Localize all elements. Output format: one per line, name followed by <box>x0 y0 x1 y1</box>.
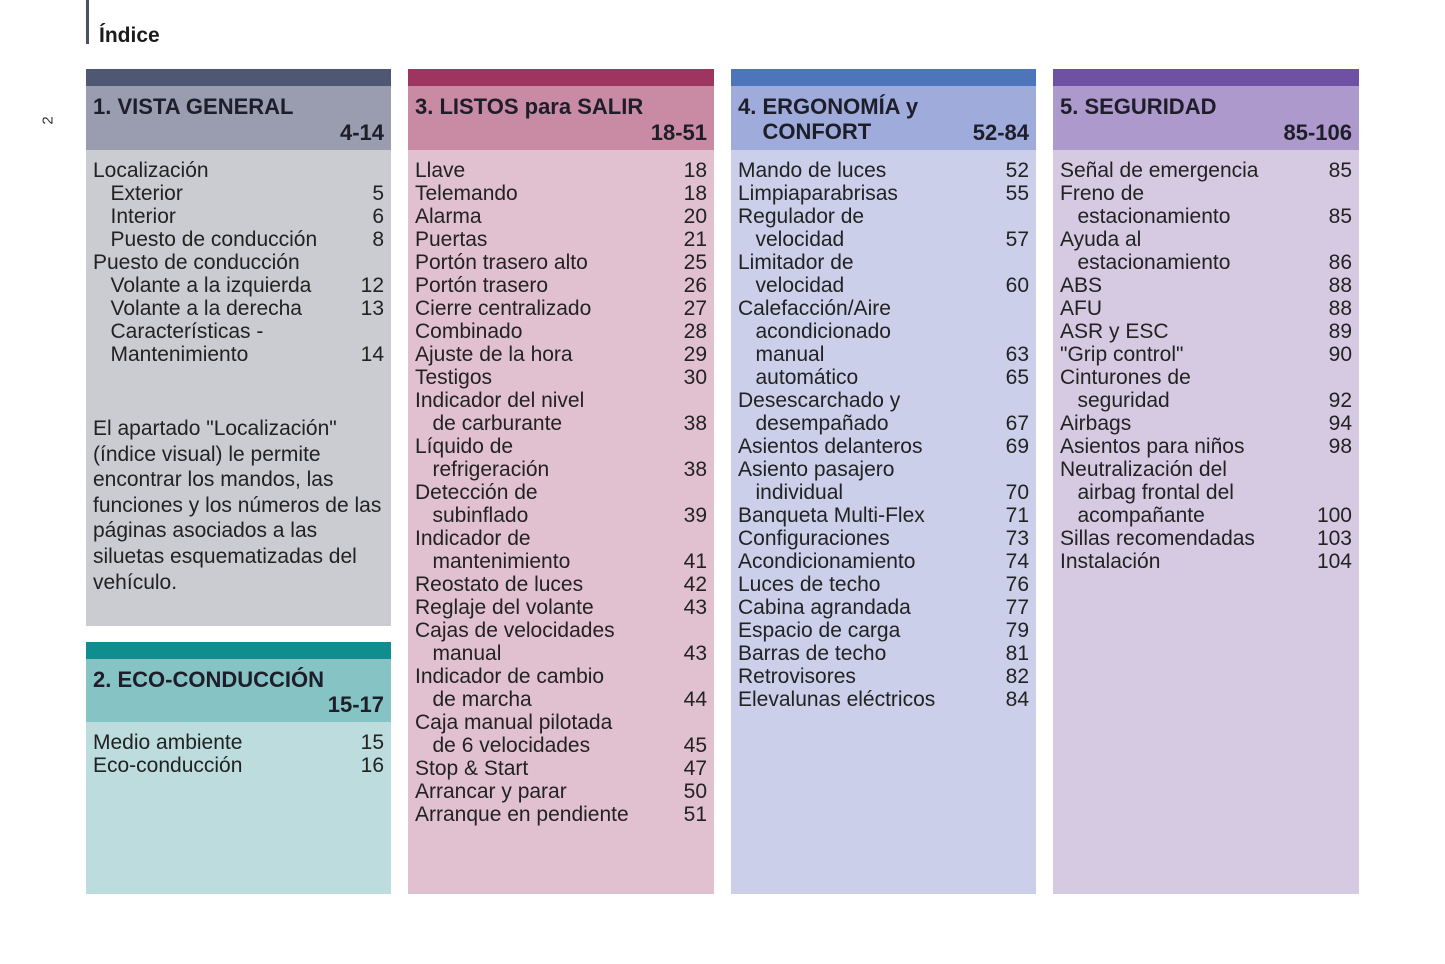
toc-entry-page: 51 <box>683 803 707 826</box>
toc-entry[interactable] <box>415 159 707 182</box>
toc-entry-page: 77 <box>1005 596 1029 619</box>
toc-entry <box>1060 182 1352 205</box>
section-color-strip <box>1053 69 1359 86</box>
toc-entry-label: de 6 velocidades <box>415 734 591 757</box>
toc-entry-page: 14 <box>360 343 384 366</box>
toc-entry-page: 13 <box>360 297 384 320</box>
page-number: 2 <box>39 116 57 125</box>
toc-entry[interactable] <box>1060 251 1352 274</box>
toc-entry-label: Airbags <box>1060 412 1132 435</box>
toc-entry[interactable] <box>93 228 384 251</box>
section-header <box>408 86 714 150</box>
toc-entry <box>415 527 707 550</box>
toc-entry-label: Cabina agrandada <box>738 596 911 619</box>
toc-entry-page: 39 <box>683 504 707 527</box>
toc-entry-page: 88 <box>1328 297 1352 320</box>
toc-entry-page: 43 <box>683 642 707 665</box>
section-color-strip <box>86 642 391 659</box>
toc-entry-label: de marcha <box>415 688 532 711</box>
section-entries <box>86 150 391 366</box>
section-eco-conduccion <box>86 642 391 894</box>
toc-entry-label: Indicador de <box>415 527 531 550</box>
toc-entry-label: Eco-conducción <box>93 754 243 777</box>
section-header <box>731 86 1036 150</box>
toc-entry-label: Portón trasero alto <box>415 251 588 274</box>
toc-entry-page: 43 <box>683 596 707 619</box>
toc-entry <box>415 711 707 734</box>
toc-entry-page: 98 <box>1328 435 1352 458</box>
toc-entry-label: velocidad <box>738 274 845 297</box>
toc-entry[interactable] <box>415 734 707 757</box>
toc-entry-page: 25 <box>683 251 707 274</box>
toc-entry-label: Configuraciones <box>738 527 890 550</box>
toc-entry-label: Limitador de <box>738 251 854 274</box>
title-accent-bar <box>86 0 89 44</box>
toc-entry-page: 82 <box>1005 665 1029 688</box>
toc-entry <box>415 435 707 458</box>
toc-entry[interactable] <box>738 343 1029 366</box>
toc-entry[interactable] <box>738 435 1029 458</box>
section-entries <box>408 150 714 826</box>
toc-entry-label: Asiento pasajero <box>738 458 895 481</box>
toc-entry <box>1060 481 1352 504</box>
toc-entry-label: Stop & Start <box>415 757 529 780</box>
toc-entry-label: Instalación <box>1060 550 1161 573</box>
toc-entry-label: Interior <box>93 205 176 228</box>
section-title[interactable]: 5. SEGURIDAD <box>1060 94 1217 119</box>
toc-entry[interactable] <box>738 159 1029 182</box>
toc-entry[interactable] <box>1060 389 1352 412</box>
toc-entry-label: airbag frontal del <box>1060 481 1234 504</box>
section-entries <box>86 722 391 777</box>
toc-entry-page: 42 <box>683 573 707 596</box>
toc-entry-label: Portón trasero <box>415 274 549 297</box>
toc-entry-label: acompañante <box>1060 504 1205 527</box>
toc-entry-label: Freno de <box>1060 182 1145 205</box>
toc-entry[interactable] <box>415 757 707 780</box>
toc-entry[interactable] <box>415 320 707 343</box>
toc-entry-label: Luces de techo <box>738 573 881 596</box>
section-header <box>1053 86 1359 150</box>
toc-entry-label: Cinturones de <box>1060 366 1191 389</box>
toc-entry-label: Espacio de carga <box>738 619 901 642</box>
toc-entry-page: 38 <box>683 458 707 481</box>
toc-entry-page: 21 <box>683 228 707 251</box>
toc-entry[interactable] <box>738 412 1029 435</box>
toc-entry-label: Asientos para niños <box>1060 435 1245 458</box>
toc-entry[interactable] <box>415 550 707 573</box>
toc-entry <box>93 159 384 182</box>
section-vista-general <box>86 69 391 626</box>
toc-entry[interactable] <box>415 297 707 320</box>
toc-entry-page: 92 <box>1328 389 1352 412</box>
toc-entry-page: 18 <box>683 159 707 182</box>
toc-entry-page: 73 <box>1005 527 1029 550</box>
toc-entry-label: Calefacción/Aire <box>738 297 891 320</box>
toc-entry <box>1060 228 1352 251</box>
section-title[interactable]: 3. LISTOS para SALIR <box>415 94 644 119</box>
toc-entry-page: 103 <box>1316 527 1352 550</box>
toc-entry[interactable] <box>738 688 1029 711</box>
toc-entry-page: 86 <box>1328 251 1352 274</box>
toc-entry[interactable] <box>738 228 1029 251</box>
toc-entry-page: 47 <box>683 757 707 780</box>
toc-entry <box>415 481 707 504</box>
section-page-range: 15-17 <box>327 692 384 717</box>
toc-entry-label: AFU <box>1060 297 1102 320</box>
toc-entry[interactable] <box>1060 527 1352 550</box>
toc-entry-page: 28 <box>683 320 707 343</box>
toc-entry-label: Indicador de cambio <box>415 665 605 688</box>
toc-entry[interactable] <box>415 412 707 435</box>
toc-entry[interactable] <box>93 274 384 297</box>
toc-entry <box>415 665 707 688</box>
section-page-range: 18-51 <box>650 120 707 145</box>
toc-entry-label: Sillas recomendadas <box>1060 527 1255 550</box>
section-header <box>86 86 391 150</box>
toc-entry <box>415 389 707 412</box>
toc-entry-page: 90 <box>1328 343 1352 366</box>
toc-entry-label: Acondicionamiento <box>738 550 916 573</box>
toc-entry-page: 81 <box>1005 642 1029 665</box>
toc-entry[interactable] <box>738 596 1029 619</box>
toc-entry-label: Señal de emergencia <box>1060 159 1259 182</box>
toc-entry <box>738 320 1029 343</box>
toc-entry[interactable] <box>738 504 1029 527</box>
toc-entry[interactable] <box>93 182 384 205</box>
toc-entry-page: 6 <box>372 205 384 228</box>
toc-entry-label: Caja manual pilotada <box>415 711 613 734</box>
toc-entry-page: 76 <box>1005 573 1029 596</box>
toc-entry-label: Elevalunas eléctricos <box>738 688 936 711</box>
toc-entry <box>93 320 384 343</box>
toc-entry-label: Puesto de conducción <box>93 251 300 274</box>
toc-entry-page: 50 <box>683 780 707 803</box>
toc-entry-page: 27 <box>683 297 707 320</box>
toc-entry-page: 38 <box>683 412 707 435</box>
toc-entry-page: 18 <box>683 182 707 205</box>
toc-entry-page: 5 <box>372 182 384 205</box>
toc-entry-label: automático <box>738 366 859 389</box>
toc-entry <box>1060 366 1352 389</box>
toc-entry-label: ABS <box>1060 274 1103 297</box>
toc-entry-label: velocidad <box>738 228 845 251</box>
section-page-range: 52-84 <box>972 120 1029 145</box>
toc-entry-page: 44 <box>683 688 707 711</box>
toc-entry[interactable] <box>415 251 707 274</box>
toc-entry[interactable] <box>1060 297 1352 320</box>
toc-entry-label: Exterior <box>93 182 183 205</box>
toc-entry[interactable] <box>93 754 384 777</box>
toc-entry-page: 74 <box>1005 550 1029 573</box>
toc-entry <box>1060 458 1352 481</box>
toc-entry-label: Banqueta Multi-Flex <box>738 504 925 527</box>
toc-entry[interactable] <box>415 274 707 297</box>
toc-entry-page: 45 <box>683 734 707 757</box>
toc-entry-label: Puesto de conducción <box>93 228 318 251</box>
toc-entry-label: Barras de techo <box>738 642 887 665</box>
toc-entry[interactable] <box>415 642 707 665</box>
toc-entry-page: 52 <box>1005 159 1029 182</box>
toc-entry[interactable] <box>415 343 707 366</box>
toc-entry-page: 16 <box>360 754 384 777</box>
toc-entry-label: Alarma <box>415 205 482 228</box>
toc-entry-page: 20 <box>683 205 707 228</box>
toc-entry-page: 85 <box>1328 205 1352 228</box>
toc-entry-page: 57 <box>1005 228 1029 251</box>
toc-entry-label: acondicionado <box>738 320 891 343</box>
toc-entry-label: Reglaje del volante <box>415 596 594 619</box>
toc-entry[interactable] <box>415 182 707 205</box>
toc-entry-page: 88 <box>1328 274 1352 297</box>
toc-entry-label: Puertas <box>415 228 488 251</box>
toc-entry-page: 100 <box>1316 504 1352 527</box>
section-page-range: 85-106 <box>1283 120 1352 145</box>
toc-entry-page: 79 <box>1005 619 1029 642</box>
toc-entry[interactable] <box>738 527 1029 550</box>
toc-entry-label: subinflado <box>415 504 529 527</box>
toc-entry[interactable] <box>738 573 1029 596</box>
toc-entry[interactable] <box>1060 320 1352 343</box>
toc-entry-label: Limpiaparabrisas <box>738 182 898 205</box>
toc-entry-label: estacionamiento <box>1060 251 1231 274</box>
toc-entry-page: 63 <box>1005 343 1029 366</box>
section-title[interactable]: 2. ECO-CONDUCCIÓN <box>93 667 325 692</box>
toc-entry-page: 89 <box>1328 320 1352 343</box>
section-description-wrap <box>86 416 391 595</box>
toc-entry[interactable] <box>738 619 1029 642</box>
toc-entry[interactable] <box>738 182 1029 205</box>
toc-entry <box>93 251 384 274</box>
toc-entry-label: desempañado <box>738 412 889 435</box>
toc-entry <box>738 297 1029 320</box>
toc-entry <box>738 205 1029 228</box>
toc-entry-page: 69 <box>1005 435 1029 458</box>
toc-entry-page: 71 <box>1005 504 1029 527</box>
toc-entry-label: Cierre centralizado <box>415 297 592 320</box>
section-color-strip <box>408 69 714 86</box>
toc-entry <box>738 458 1029 481</box>
toc-entry-label: Volante a la izquierda <box>93 274 312 297</box>
toc-entry[interactable] <box>1060 159 1352 182</box>
section-entries <box>731 150 1036 711</box>
toc-entry[interactable] <box>415 573 707 596</box>
toc-entry-label: individual <box>738 481 844 504</box>
toc-entry[interactable] <box>738 642 1029 665</box>
toc-entry-label: manual <box>738 343 825 366</box>
toc-entry-page: 8 <box>372 228 384 251</box>
toc-entry-label: Arrancar y parar <box>415 780 567 803</box>
toc-entry-label: Ajuste de la hora <box>415 343 573 366</box>
toc-entry-page: 85 <box>1328 159 1352 182</box>
toc-entry[interactable] <box>1060 412 1352 435</box>
toc-entry-label: Ayuda al <box>1060 228 1142 251</box>
section-description: El apartado "Localización" (índice visual) le permite encontrar los mandos, las funciones y los números de las páginas asociados a las siluetas esquematizadas del vehículo. <box>93 417 382 594</box>
toc-entry[interactable] <box>738 274 1029 297</box>
toc-entry-page: 55 <box>1005 182 1029 205</box>
toc-entry[interactable] <box>1060 274 1352 297</box>
toc-entry-page: 29 <box>683 343 707 366</box>
toc-entry-page: 104 <box>1316 550 1352 573</box>
toc-entry-label: Mando de luces <box>738 159 887 182</box>
section-title[interactable]: 4. ERGONOMÍA y CONFORT <box>738 94 919 144</box>
toc-entry[interactable] <box>738 481 1029 504</box>
toc-entry-page: 70 <box>1005 481 1029 504</box>
toc-entry[interactable] <box>415 205 707 228</box>
toc-entry[interactable] <box>415 366 707 389</box>
toc-entry-page: 84 <box>1005 688 1029 711</box>
toc-entry[interactable] <box>93 205 384 228</box>
page-title: Índice <box>99 24 160 47</box>
toc-entry[interactable] <box>738 665 1029 688</box>
toc-entry-page: 41 <box>683 550 707 573</box>
toc-entry[interactable] <box>415 688 707 711</box>
toc-entry-page: 12 <box>360 274 384 297</box>
toc-entry[interactable] <box>1060 343 1352 366</box>
section-color-strip <box>86 69 391 86</box>
toc-entry-page: 94 <box>1328 412 1352 435</box>
section-title[interactable]: 1. VISTA GENERAL <box>93 94 294 119</box>
toc-entry-label: de carburante <box>415 412 563 435</box>
toc-entry-label: manual <box>415 642 502 665</box>
toc-entry-label: Detección de <box>415 481 538 504</box>
toc-entry-page: 15 <box>360 731 384 754</box>
toc-entry-label: Neutralización del <box>1060 458 1227 481</box>
toc-entry-page: 60 <box>1005 274 1029 297</box>
toc-entry-label: mantenimiento <box>415 550 571 573</box>
toc-entry[interactable] <box>93 297 384 320</box>
section-listos-para-salir <box>408 69 714 894</box>
section-page-range: 4-14 <box>339 120 384 145</box>
toc-entry-page: 65 <box>1005 366 1029 389</box>
toc-entry[interactable] <box>1060 435 1352 458</box>
toc-entry-label: seguridad <box>1060 389 1170 412</box>
section-ergonomia-confort <box>731 69 1036 894</box>
toc-entry-label: Localización <box>93 159 209 182</box>
toc-entry-label: Reostato de luces <box>415 573 584 596</box>
toc-entry <box>738 389 1029 412</box>
toc-entry-label: Arranque en pendiente <box>415 803 629 826</box>
toc-entry-label: Medio ambiente <box>93 731 243 754</box>
toc-entry-label: Volante a la derecha <box>93 297 302 320</box>
section-header <box>86 659 391 722</box>
toc-entry[interactable] <box>415 780 707 803</box>
toc-entry[interactable] <box>415 504 707 527</box>
toc-entry-label: "Grip control" <box>1060 343 1184 366</box>
section-seguridad <box>1053 69 1359 894</box>
toc-entry[interactable] <box>1060 205 1352 228</box>
toc-entry-label: Testigos <box>415 366 493 389</box>
toc-entry-label: Regulador de <box>738 205 865 228</box>
toc-entry-label: Asientos delanteros <box>738 435 923 458</box>
toc-entry-label: Retrovisores <box>738 665 856 688</box>
toc-entry-page: 30 <box>683 366 707 389</box>
toc-entry-label: Mantenimiento <box>93 343 249 366</box>
toc-entry <box>738 251 1029 274</box>
toc-entry-label: Líquido de <box>415 435 514 458</box>
toc-entry[interactable] <box>738 550 1029 573</box>
toc-entry[interactable] <box>415 458 707 481</box>
toc-entry-page: 26 <box>683 274 707 297</box>
toc-entry-label: Indicador del nivel <box>415 389 585 412</box>
toc-entry-page: 67 <box>1005 412 1029 435</box>
toc-entry <box>415 619 707 642</box>
toc-entry-label: Llave <box>415 159 466 182</box>
toc-entry[interactable] <box>1060 504 1352 527</box>
toc-entry-label: estacionamiento <box>1060 205 1231 228</box>
toc-entry-label: Combinado <box>415 320 523 343</box>
toc-entry-label: ASR y ESC <box>1060 320 1169 343</box>
toc-entry-label: Cajas de velocidades <box>415 619 615 642</box>
toc-entry-label: Telemando <box>415 182 518 205</box>
section-entries <box>1053 150 1359 573</box>
toc-entry-label: Características - <box>93 320 264 343</box>
toc-entry[interactable] <box>415 228 707 251</box>
toc-entry[interactable] <box>93 731 384 754</box>
toc-entry[interactable] <box>415 596 707 619</box>
toc-entry-label: refrigeración <box>415 458 550 481</box>
toc-entry[interactable] <box>738 366 1029 389</box>
toc-entry[interactable] <box>415 803 707 826</box>
toc-entry[interactable] <box>93 343 384 366</box>
toc-entry-label: Desescarchado y <box>738 389 901 412</box>
toc-entry[interactable] <box>1060 550 1352 573</box>
section-color-strip <box>731 69 1036 86</box>
